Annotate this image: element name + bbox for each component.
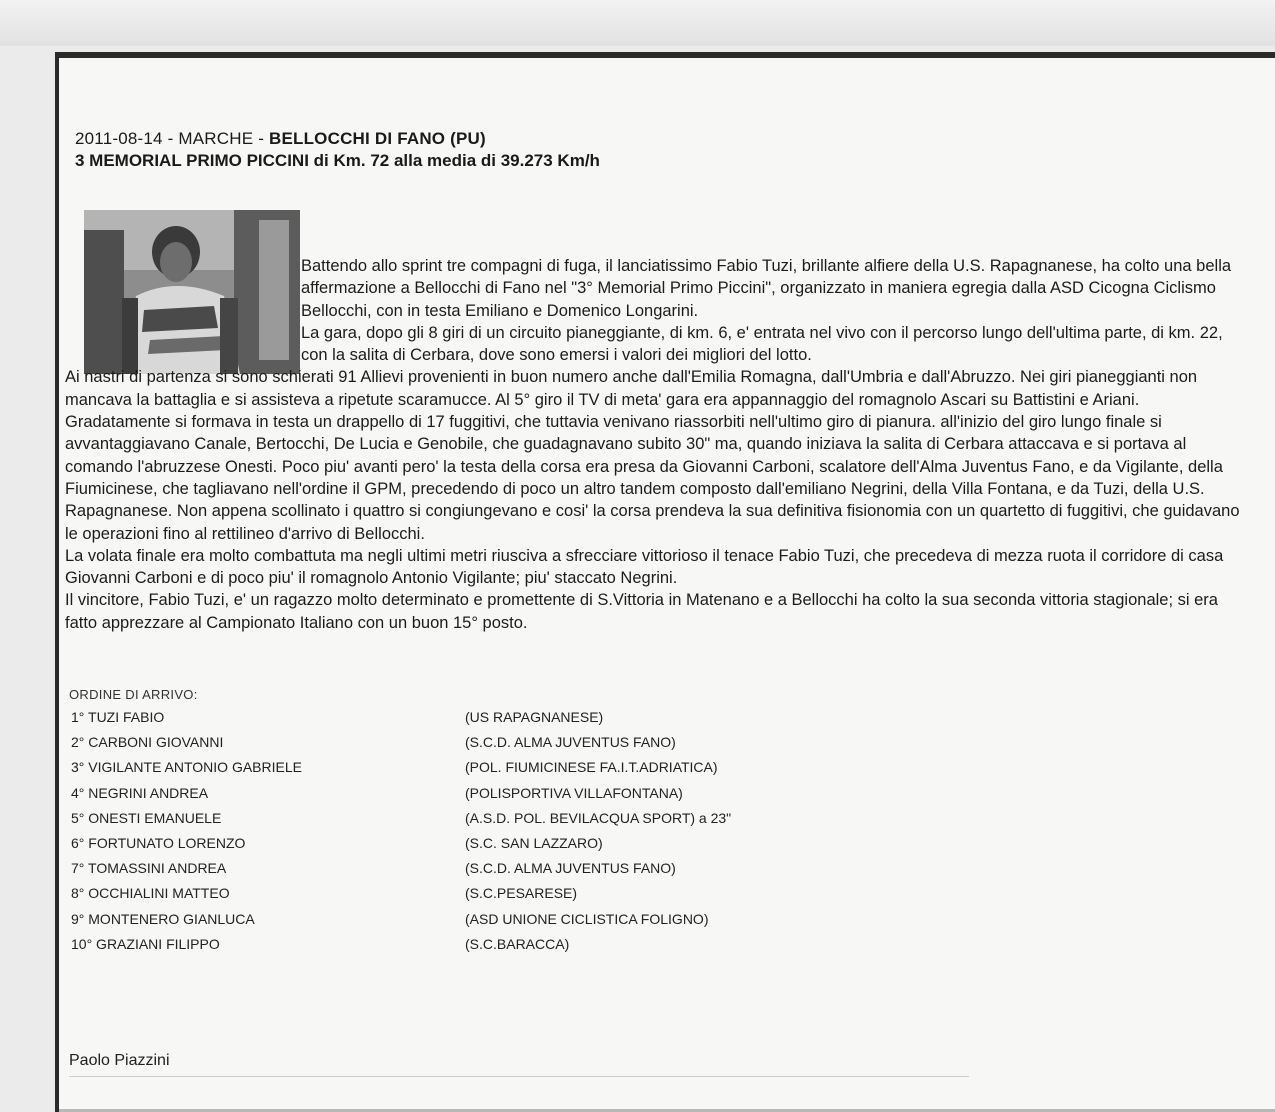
rider-name: 7° TOMASSINI ANDREA: [71, 860, 227, 877]
rider-team: (ASD UNIONE CICLISTICA FOLIGNO): [465, 910, 709, 927]
rider-name: 2° CARBONI GIOVANNI: [71, 734, 224, 751]
result-row: [71, 936, 971, 961]
rider-team: (POL. FIUMICINESE FA.I.T.ADRIATICA): [465, 759, 718, 776]
rider-name: 4° NEGRINI ANDREA: [71, 784, 209, 801]
date-region-text: 2011-08-14 - MARCHE -: [75, 129, 269, 148]
rider-team: (S.C.D. ALMA JUVENTUS FANO): [465, 860, 676, 877]
rider-name: 8° OCCHIALINI MATTEO: [71, 885, 230, 902]
result-row: [71, 860, 971, 885]
scan-top-strip: [0, 0, 1275, 46]
rider-team: (S.C. SAN LAZZARO): [465, 834, 603, 851]
rider-team: (POLISPORTIVA VILLAFONTANA): [465, 784, 683, 801]
result-row: [71, 835, 971, 860]
rider-name: 5° ONESTI EMANUELE: [71, 809, 222, 826]
rider-team: (A.S.D. POL. BEVILACQUA SPORT) a 23": [465, 809, 732, 826]
result-row: [71, 759, 971, 784]
result-row: [71, 709, 971, 734]
result-row: [71, 810, 971, 835]
document-sheet: [55, 52, 1275, 1112]
race-place: BELLOCCHI DI FANO (PU): [268, 129, 486, 148]
rider-name: 9° MONTENERO GIANLUCA: [71, 910, 255, 927]
rider-name: 1° TUZI FABIO: [71, 709, 165, 725]
rider-name: 3° VIGILANTE ANTONIO GABRIELE: [71, 759, 302, 776]
rider-name: 10° GRAZIANI FILIPPO: [71, 935, 220, 952]
header-date-region: [75, 128, 486, 150]
race-title: 3 MEMORIAL PRIMO PICCINI di Km. 72 alla media di 39.273 Km/h: [75, 151, 600, 170]
article-paragraph: Battendo allo sprint tre compagni di fuga, il lanciatissimo Fabio Tuzi, brillante alfiere della U.S. Rapagnanese, ha colto una bella affermazione a Bellocchi di Fano nel "3° Memorial Primo Piccini", organizzato in maniera egregia dalla ASD Cicogna Ciclismo Bellocchi, con in testa Emiliano e Domenico Longarini.: [301, 257, 1232, 320]
result-row: [71, 785, 971, 810]
result-row: [71, 885, 971, 910]
footer-divider: [69, 1076, 969, 1077]
result-row: [71, 911, 971, 936]
rider-team: (S.C.PESARESE): [465, 885, 578, 902]
results-list: [71, 709, 971, 961]
rider-team: (US RAPAGNANESE): [465, 709, 604, 725]
rider-team: (S.C.BARACCA): [465, 935, 570, 952]
author-signature: Paolo Piazzini: [69, 1052, 170, 1069]
rider-name: 6° FORTUNATO LORENZO: [71, 834, 246, 851]
article-body: [65, 255, 1245, 634]
result-row: [71, 734, 971, 759]
rider-team: (S.C.D. ALMA JUVENTUS FANO): [465, 734, 676, 751]
article-paragraph: Il vincitore, Fabio Tuzi, e' un ragazzo molto determinato e promettente di S.Vittoria in Matenano e a Bellocchi ha colto la sua seconda vittoria stagionale; si era fatto apprezzare al Campionato Italiano con un buon 15° posto.: [65, 591, 1218, 632]
article-paragraph: La gara, dopo gli 8 giri di un circuito pianeggiante, di km. 6, e' entrata nel vivo con il percorso lungo dell'ultima parte, di km. 22, con la salita di Cerbara, dove sono emersi i valori dei migliori del lotto.: [301, 323, 1223, 365]
results-title: ORDINE DI ARRIVO:: [69, 687, 198, 702]
article-paragraph: Ai nastri di partenza si sono schierati 91 Allievi provenienti in buon numero anche dall'Emilia Romagna, dall'Umbria e dall'Abruzzo. Nei giri pianeggianti non mancava la battaglia e si assisteva a ripetute scaramucce. Al 5° giro il TV di meta' gara era appannaggio del romagnolo Ascari su Battistini e Ariani. Gradatamente si formava in testa un drappello di 17 fuggitivi, che tuttavia venivano riassorbiti nell'ultimo giro di pianura. all'inizio del giro lungo finale si avvantaggiavano Canale, Bertocchi, De Lucia e Genobile, che guadagnavano subito 30" ma, quando iniziava la salita di Cerbara attaccava e si portava al comando l'abruzzese Onesti. Poco piu' avanti pero' la testa della corsa era presa da Giovanni Carboni, scalatore dell'Alma Juventus Fano, e da Vigilante, della Fiumicinese, che tagliavano nell'ordine il GPM, precedendo di poco un altro tandem composto dall'emiliano Negrini, della Villa Fontana, e da Tuzi, della U.S. Rapagnanese. Non appena scollinato i quattro si congiungevano e cosi' la corsa prendeva la sua definitiva fisionomia con un quartetto di fuggitivi, che guidavano le operazioni fino al rettilineo d'arrivo di Bellocchi.: [65, 368, 1240, 543]
article-paragraph: La volata finale era molto combattuta ma negli ultimi metri riusciva a sfrecciare vittorioso il tenace Fabio Tuzi, che precedeva di mezza ruota il corridore di casa Giovanni Carboni e di poco piu' il romagnolo Antonio Vigilante; piu' staccato Negrini.: [65, 546, 1224, 588]
